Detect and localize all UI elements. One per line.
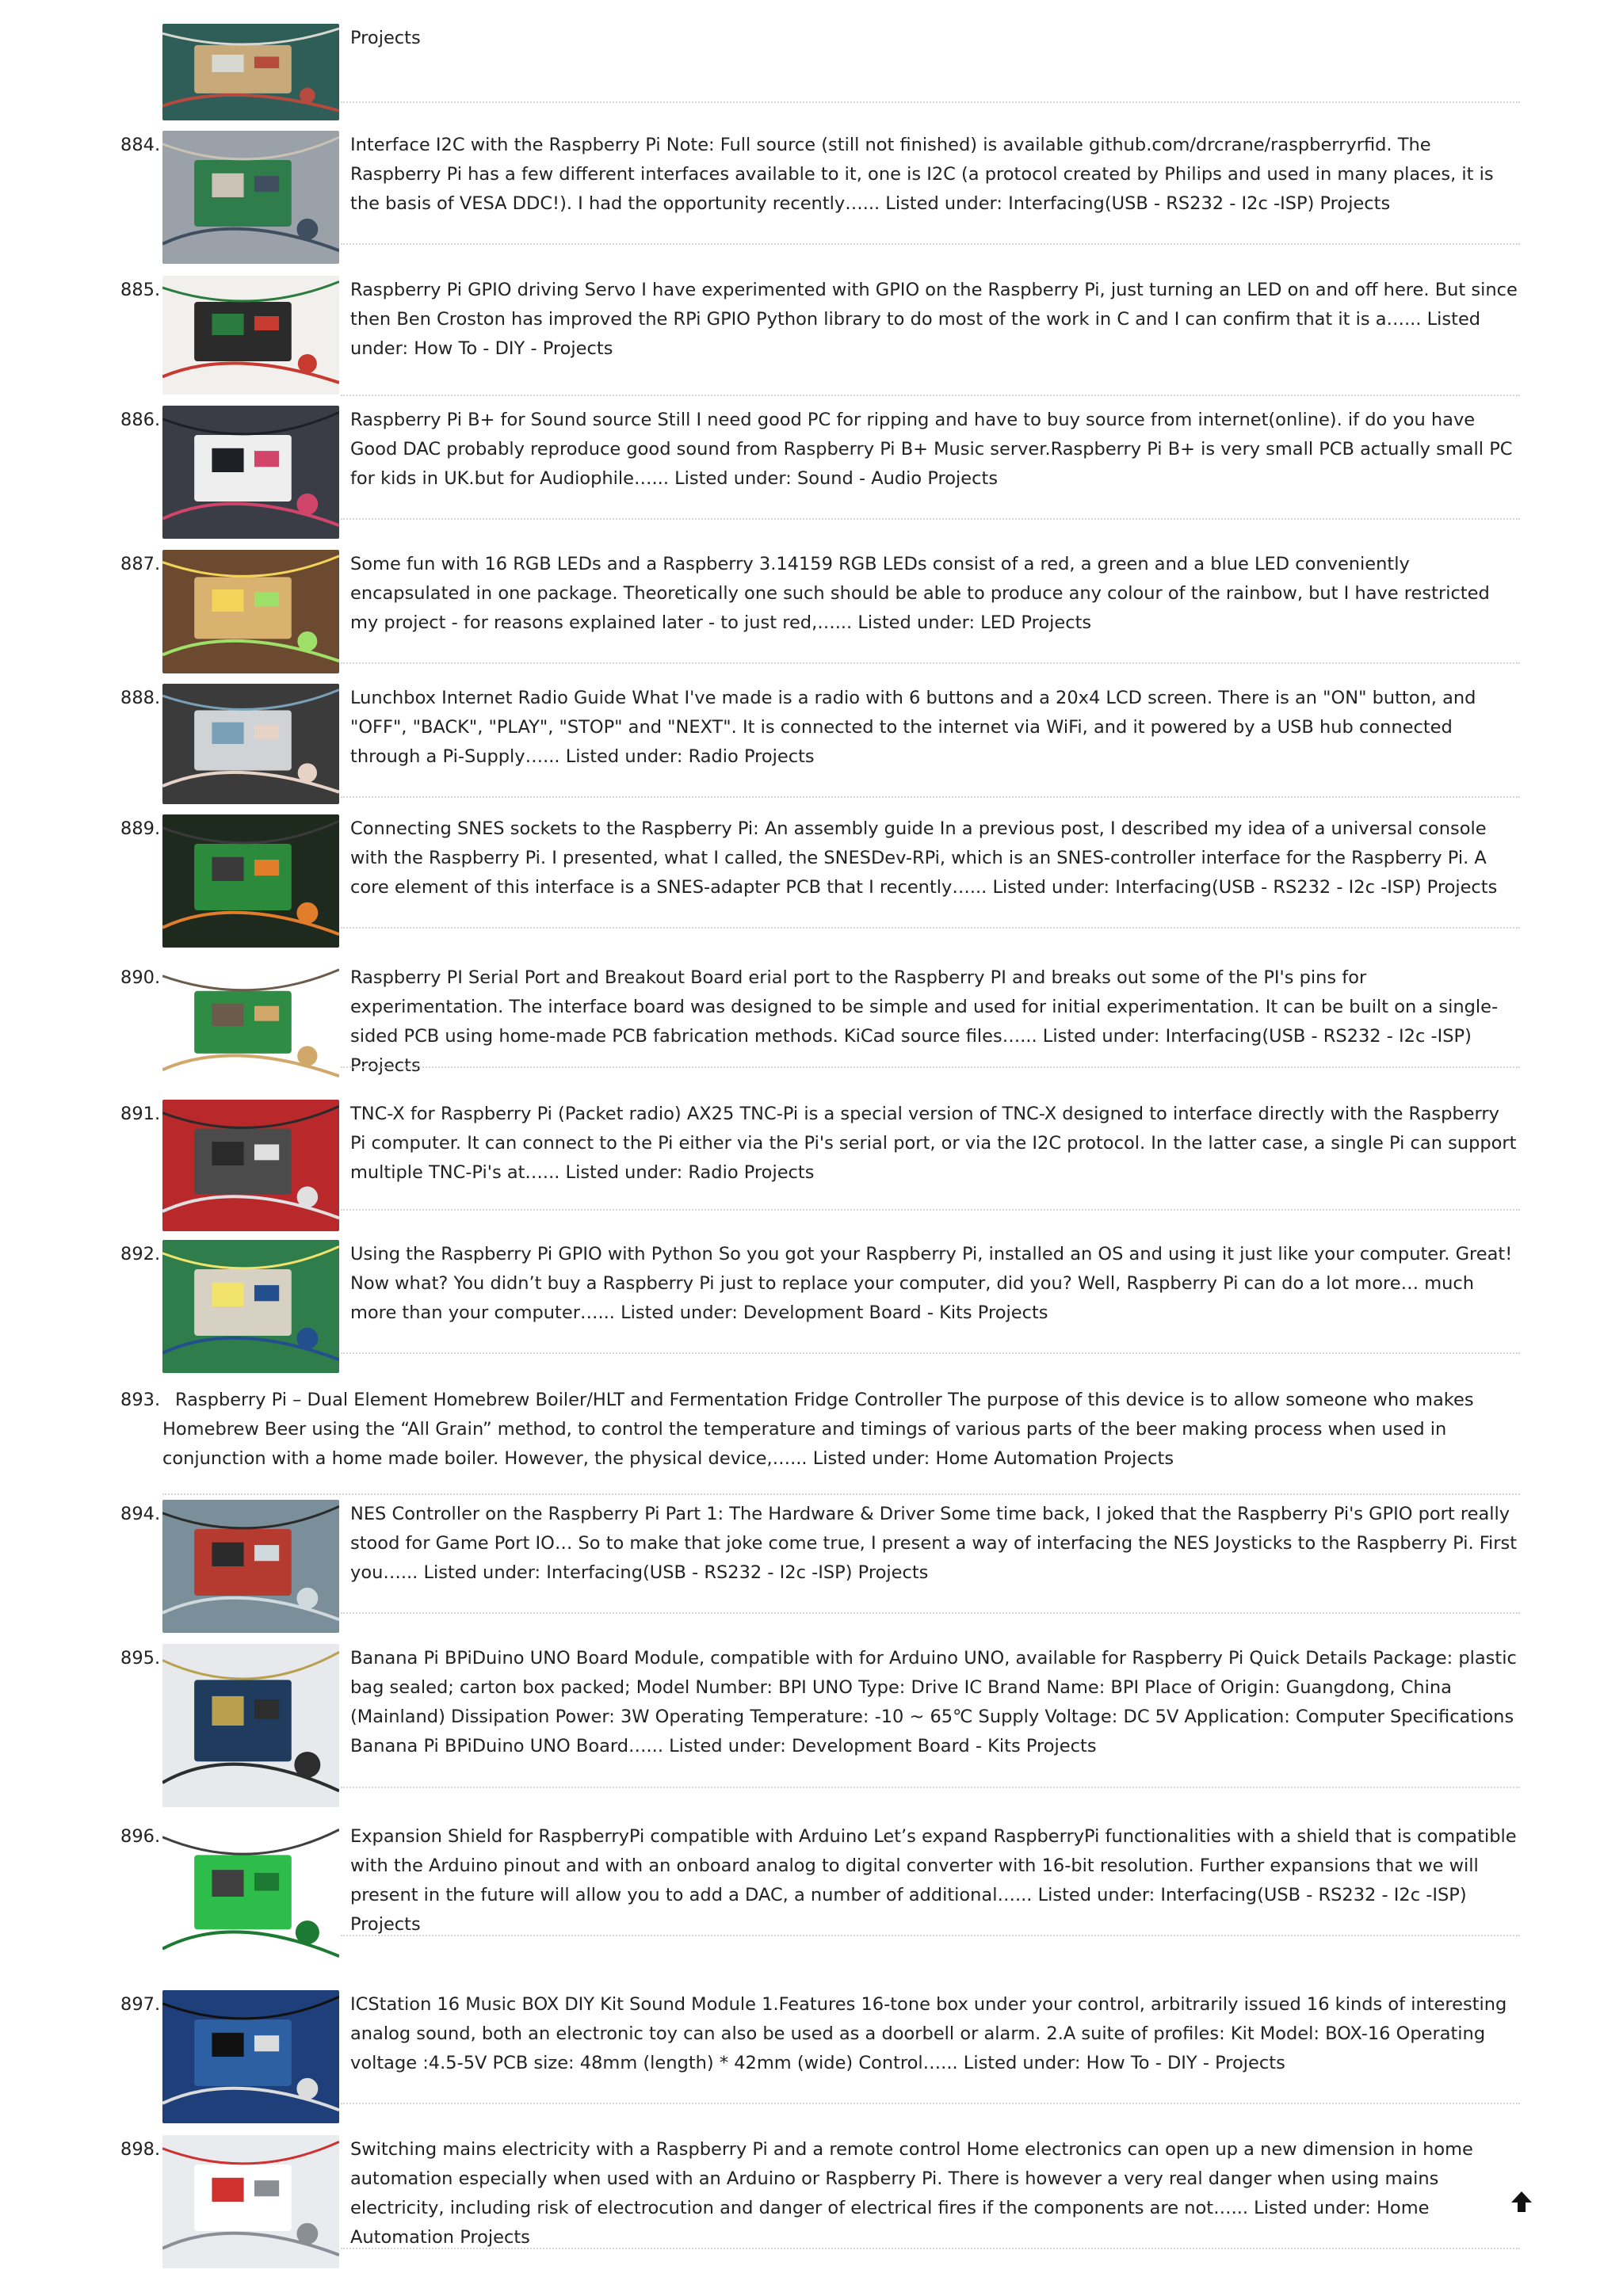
project-description-link[interactable]: TNC-X for Raspberry Pi (Packet radio) AX25 TNC-Pi is a special version of TNC-X designed to interface directly with the Raspberry Pi computer. It can connect to the Pi either via the Pi's serial port, or via the I2C protocol. In the latter case, a single Pi can support multiple TNC-Pi's at…... Listed under: Radio Projects — [350, 1104, 1517, 1183]
item-number: 892. — [120, 1244, 161, 1264]
project-thumbnail[interactable] — [162, 1644, 339, 1807]
project-description-link[interactable]: Connecting SNES sockets to the Raspberry Pi: An assembly guide In a previous post, I described my idea of a universal console with the Raspberry Pi. I presented, what I called, the SNESDev-RPi, which is an SNES-controller interface for the Raspberry Pi. A core element of this interface is a SNES-adapter PCB that I recently…... Listed under: Interfacing(USB - RS232 - I2c -ISP) Projects — [350, 818, 1498, 898]
item-number: 898. — [120, 2139, 161, 2160]
item-divider — [341, 796, 1520, 798]
item-number: 890. — [120, 967, 161, 988]
project-thumbnail[interactable] — [162, 24, 339, 120]
project-thumbnail[interactable] — [162, 1240, 339, 1373]
item-divider — [341, 2103, 1520, 2104]
project-description-link[interactable]: NES Controller on the Raspberry Pi Part 1: The Hardware & Driver Some time back, I joked that the Raspberry Pi's GPIO port really stood for Game Port IO… So to make that joke come true, I present a way of interfacing the NES Joysticks to the Raspberry Pi. First you…... Listed under: Interfacing(USB - RS232 - I2c -ISP) Projects — [350, 1504, 1518, 1583]
item-number: 891. — [120, 1104, 161, 1124]
item-divider — [341, 1066, 1520, 1068]
project-thumbnail[interactable] — [162, 684, 339, 804]
item-divider — [341, 2248, 1520, 2249]
project-thumbnail[interactable] — [162, 406, 339, 539]
item-divider — [341, 518, 1520, 520]
item-divider — [162, 1493, 1520, 1495]
item-divider — [341, 101, 1520, 103]
project-description-link[interactable]: Some fun with 16 RGB LEDs and a Raspberry 3.14159 RGB LEDs consist of a red, a green and a blue LED conveniently encapsulated in one package. Theoretically one such should be able to produce any colour of the rainbow, but I have restricted my project - for reasons explained later - to just red,…... Listed under: LED Projects — [350, 554, 1490, 633]
project-description-link[interactable]: Raspberry Pi – Dual Element Homebrew Boiler/HLT and Fermentation Fridge Controller The purpose of this device is to allow someone who makes Homebrew Beer using the “All Grain” method, to control the temperature and timings of various parts of the beer making process when used in conjunction with a home made boiler. However, the physical device,…... Listed under: Home Automation Projects — [162, 1390, 1474, 1469]
project-thumbnail[interactable] — [162, 1100, 339, 1231]
project-description-link[interactable]: Switching mains electricity with a Raspberry Pi and a remote control Home electronics can open up a new dimension in home automation especially when used with an Arduino or Raspberry Pi. There is however a very real danger when using mains electricity, including risk of electrocution and danger of electrical fires if the components are not…... Listed under: Home Automation Projects — [350, 2139, 1473, 2248]
project-description-link[interactable]: Using the Raspberry Pi GPIO with Python So you got your Raspberry Pi, installed an OS and using it just like your computer. Great! Now what? You didn’t buy a Raspberry Pi just to replace your computer, did you? Well, Raspberry Pi can do a lot more… much more than your computer…... Listed under: Development Board - Kits Projects — [350, 1244, 1513, 1323]
item-divider — [341, 1787, 1520, 1788]
item-number: 886. — [120, 410, 161, 430]
item-number: 894. — [120, 1504, 161, 1524]
project-thumbnail[interactable] — [162, 1500, 339, 1633]
project-description-link[interactable]: Raspberry PI Serial Port and Breakout Board erial port to the Raspberry PI and breaks out some of the PI's pins for experimentation. The interface board was designed to be simple and used for initial experimentation. It can be built on a single-sided PCB using home-made PCB fabrication methods. KiCad source files…... Listed under: Interfacing(USB - RS232 - I2c -ISP) Projects — [350, 967, 1499, 1076]
project-description-link[interactable]: ICStation 16 Music BOX DIY Kit Sound Module 1.Features 16-tone box under your control, arbitrarily issued 16 kinds of interesting analog sound, both an electronic toy can also be used as a doorbell or alarm. 2.A suite of profiles: Kit Model: BOX-16 Operating voltage :4.5-5V PCB size: 48mm (length) * 42mm (wide) Control…... Listed under: How To - DIY - Projects — [350, 1994, 1507, 2073]
project-thumbnail[interactable] — [162, 550, 339, 673]
item-divider — [341, 1352, 1520, 1354]
project-thumbnail[interactable] — [162, 2135, 339, 2268]
project-description-link[interactable]: Interface I2C with the Raspberry Pi Note: Full source (still not finished) is available github.com/drcrane/raspberryrfid. The Raspberry Pi has a few different interfaces available to it, one is I2C (a protocol created by Philips and used in many places, it is the basis of VESA DDC!). I had the opportunity recently…... Listed under: Interfacing(USB - RS232 - I2c -ISP) Projects — [350, 135, 1494, 214]
project-thumbnail[interactable] — [162, 1990, 339, 2123]
item-number: 897. — [120, 1994, 161, 2015]
project-thumbnail[interactable] — [162, 276, 339, 395]
project-description-link[interactable]: Banana Pi BPiDuino UNO Board Module, compatible with for Arduino UNO, available for Raspberry Pi Quick Details Package: plastic bag sealed; carton box packed; Model Number: BPI UNO Type: Drive IC Brand Name: BPI Place of Origin: Guangdong, China (Mainland) Dissipation Power: 3W Operating Temperature: -10 ~ 65℃ Supply Voltage: DC 5V Application: Computer Specifications Banana Pi BPiDuino UNO Board…... Listed under: Development Board - Kits Projects — [350, 1648, 1517, 1756]
project-description-link[interactable]: Raspberry Pi GPIO driving Servo I have experimented with GPIO on the Raspberry Pi, just turning an LED on and off here. But since then Ben Croston has improved the RPi GPIO Python library to do most of the work in C and I can confirm that it is a…... Listed under: How To - DIY - Projects — [350, 280, 1518, 359]
item-divider — [341, 1612, 1520, 1614]
item-number: 895. — [120, 1648, 161, 1669]
item-number: 889. — [120, 818, 161, 839]
item-number: 888. — [120, 688, 161, 708]
item-number: 884. — [120, 135, 161, 155]
item-divider — [341, 243, 1520, 245]
item-number: 887. — [120, 554, 161, 574]
project-thumbnail[interactable] — [162, 1822, 339, 1971]
item-number: 885. — [120, 280, 161, 300]
item-number: 893. — [120, 1390, 161, 1410]
item-divider — [341, 395, 1520, 396]
project-thumbnail[interactable] — [162, 814, 339, 948]
project-description-link[interactable]: Expansion Shield for RaspberryPi compatible with Arduino Let’s expand RaspberryPi functionalities with a shield that is compatible with the Arduino pinout and with an onboard analog to digital converter with 16-bit resolution. Further expansions that we will present in the future will allow you to add a DAC, a number of additional…... Listed under: Interfacing(USB - RS232 - I2c -ISP) Projects — [350, 1826, 1517, 1935]
item-divider — [341, 1209, 1520, 1211]
project-description-link[interactable]: Lunchbox Internet Radio Guide What I've made is a radio with 6 buttons and a 20x4 LCD screen. There is an "ON" button, and "OFF", "BACK", "PLAY", "STOP" and "NEXT". It is connected to the internet via WiFi, and it powered by a USB hub connected through a Pi-Supply…... Listed under: Radio Projects — [350, 688, 1476, 767]
item-number: 896. — [120, 1826, 161, 1847]
project-thumbnail[interactable] — [162, 963, 339, 1089]
scroll-to-top-button[interactable] — [1508, 2188, 1535, 2215]
item-divider — [341, 1935, 1520, 1936]
item-divider — [341, 927, 1520, 929]
arrow-up-icon — [1508, 2188, 1535, 2215]
project-thumbnail[interactable] — [162, 131, 339, 264]
item-divider — [341, 662, 1520, 664]
project-description-link[interactable]: Projects — [350, 28, 421, 48]
project-description-link[interactable]: Raspberry Pi B+ for Sound source Still I need good PC for ripping and have to buy source from internet(online). if do you have Good DAC probably reproduce good sound from Raspberry Pi B+ Music server.Raspberry Pi B+ is very small PCB actually small PC for kids in UK.but for Audiophile…... Listed under: Sound - Audio Projects — [350, 410, 1513, 489]
